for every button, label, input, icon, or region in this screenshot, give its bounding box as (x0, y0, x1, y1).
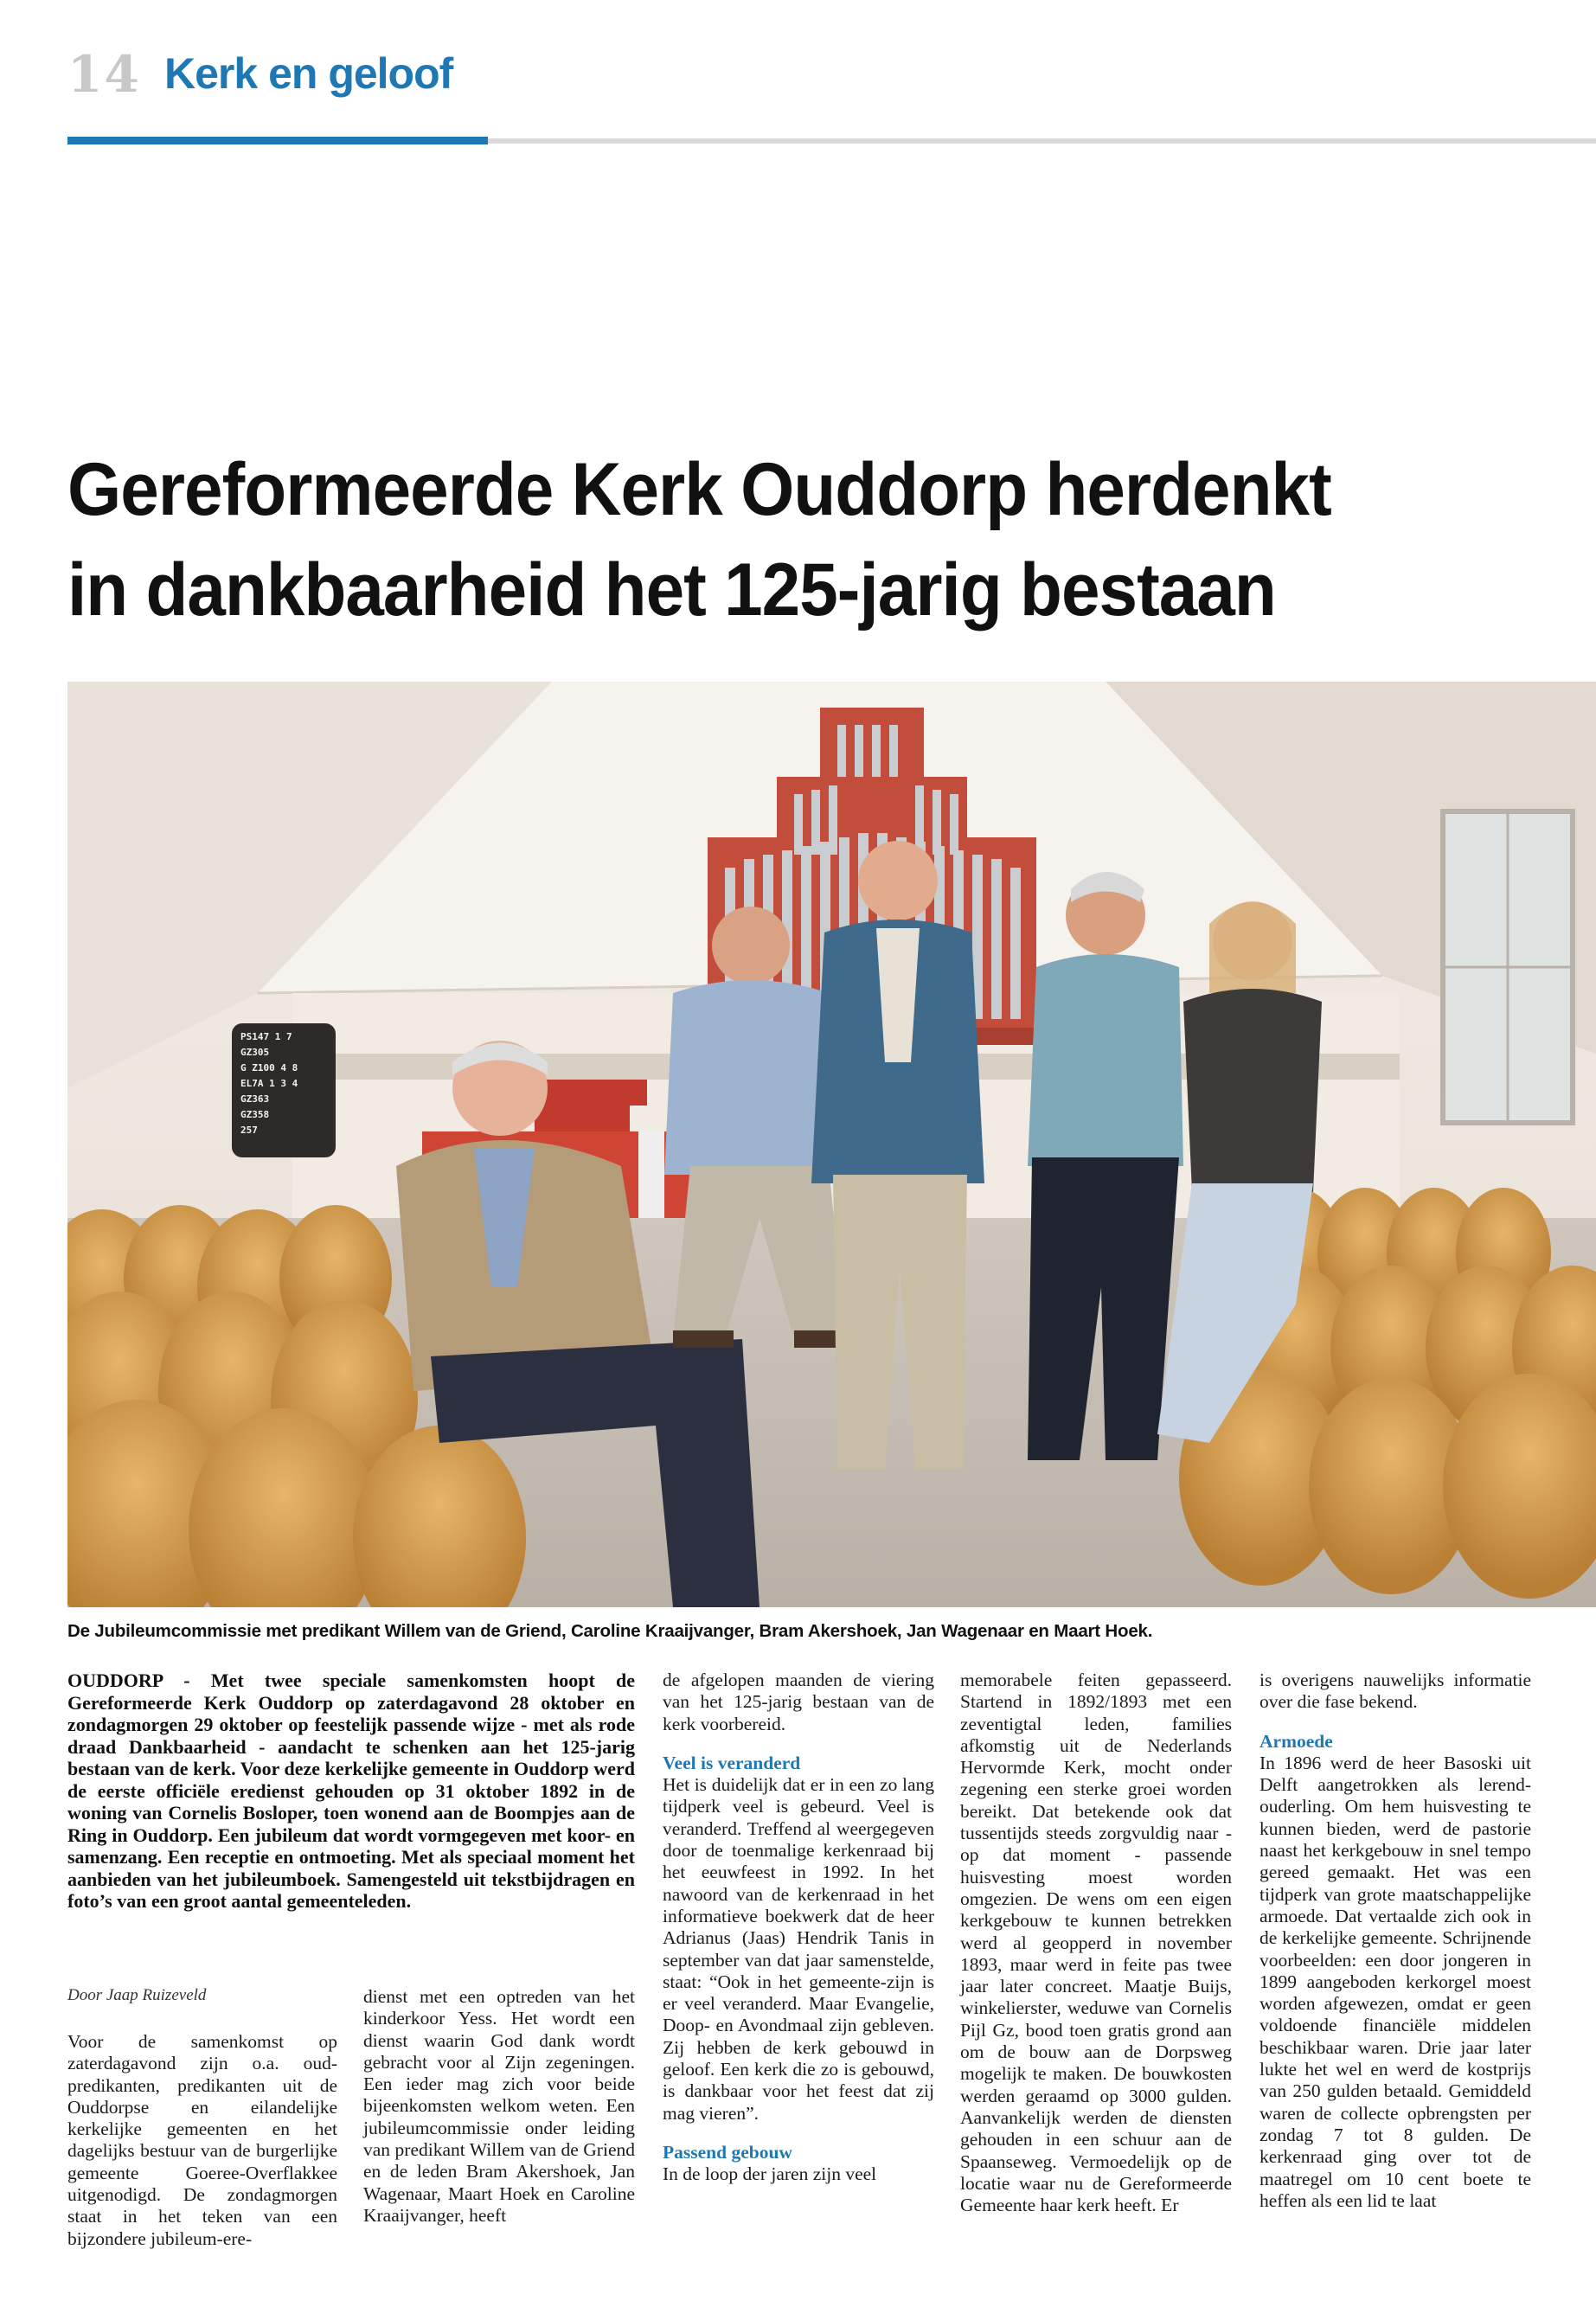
body-paragraph: memorabele feiten gepasseerd. Startend in 1892/1893 met een zeventigtal leden, families afkomstig uit de Nederlands Hervormde Kerk, mocht onder zegening een sterke groei worden bereikt. Dat betekende ook dat tussentijds steeds zorgvuldig naar - op dat moment - passende huisvesting moest worden omgezien. De wens om een eigen kerkgebouw te kunnen betrekken werd al geopperd in november 1893, maar werd in feite pas twee jaar later concreet. Maatje Buijs, winkelierster, weduwe van Cornelis Pijl Gz, bood toen gratis grond aan om de bouw aan de Dorpsweg mogelijk te maken. De bouwkosten werden geraamd op 3000 gulden. Aanvankelijk werden de diensten gehouden in een schuur aan de Spaanseweg. Vermoedelijk op de locatie waar nu de Gereformeerde Gemeente haar kerk heeft. Er (960, 1670, 1232, 2216)
hymn-board-line: G Z100 4 8 (240, 1062, 298, 1074)
page-number: 14 (67, 45, 141, 104)
subheading: Veel is veranderd (663, 1752, 801, 1773)
byline: Door Jaap Ruizeveld (67, 1986, 207, 2004)
hymn-board-line: GZ305 (240, 1047, 270, 1058)
headline-line-2: in dankbaarheid het 125-jarig bestaan (67, 548, 1276, 631)
headline-line-1: Gereformeerde Kerk Ouddorp herdenkt (67, 448, 1331, 531)
lead-paragraph: OUDDORP - Met twee speciale samenkomsten hoopt de Gereformeerde Kerk Ouddorp op zaterdagavond 28 oktober en zondagmorgen 29 oktober op feestelijk passende wijze - met als rode draad Dankbaarheid - aandacht te schenken aan het 125-jarig bestaan van de kerk. Voor deze kerkelijke gemeente in Ouddorp werd de eerste officiële eredienst gehouden op 31 oktober 1892 in de woning van Cornelis Bosloper, toen wonend aan de Boompjes aan de Ring in Ouddorp. Een jubileum dat wordt vormgegeven met koor- en samenzang. Een receptie en ontmoeting. Met als speciaal moment het aanbieden van het jubileumboek. Samengesteld uit tekstbijdragen en foto’s van een groot aantal gemeenteleden. (67, 1670, 635, 1912)
body-paragraph: Het is duidelijk dat er in een zo lang tijdperk veel is gebeurd. Veel is veranderd. Treffend al weergegeven door de toenmalige kerkenraad bij het eeuwfeest in 1992. In het nawoord van de kerkenraad in het informatieve boekwerk dat de heer Adrianus (Jaas) Hendrik Tanis in september van dat jaar samenstelde, staat: “Ook in het gemeente-zijn is er veel veranderd. Maar Evangelie, Doop- en Avondmaal zijn gebleven. Zij hebben de kerk gebouwd in geloof. Een kerk die zo is gebouwd, is dankbaar voor het feest dat zij mag vieren”. (663, 1774, 934, 2124)
header-accent-rule (67, 137, 488, 144)
body-paragraph: In de loop der jaren zijn veel (663, 2163, 877, 2185)
body-paragraph: de afgelopen maanden de viering van het 125-jarig bestaan van de kerk voorbereid. (663, 1670, 934, 1734)
body-column-2 (363, 1986, 635, 2227)
body-column-1 (67, 2031, 337, 2250)
hymn-board-line: PS147 1 7 (240, 1031, 292, 1042)
body-paragraph: In 1896 werd de heer Basoski uit Delft aangetrokken als lerend-ouderling. Om hem huisvesting te kunnen bieden, werd de pastorie naast het kerkgebouw in snel tempo gereed gemaakt. Het was een tijdperk van grote maatschappelijke armoede. Dat vertaalde zich ook in de kerkelijke gemeente. Schrijnende voorbeelden: een door jongeren in 1899 aangeboden kerkorgel moest worden afgewezen, omdat er geen voldoende financiële middelen beschikbaar waren. Drie jaar later lukte het wel en werd de kostprijs van 250 gulden betaald. Gemiddeld waren de collecte opbrengsten per zondag 7 tot 8 gulden. De kerkenraad ging over tot de maatregel om 10 cent boete te heffen als een lid te laat (1259, 1752, 1531, 2211)
body-column-4 (960, 1670, 1232, 2216)
church-interior-photo (67, 682, 1596, 1607)
hymn-board-line: GZ358 (240, 1109, 270, 1120)
subheading: Passend gebouw (663, 2141, 792, 2163)
hymn-board-line: 257 (240, 1125, 258, 1136)
body-paragraph: Voor de samenkomst op zaterdagavond zijn o.a. oud-predikanten, predikanten uit de Ouddorpse en eilandelijke kerkelijke gemeenten en het dagelijks bestuur van de burgerlijke gemeente Goeree-Overflakkee uitgenodigd. De zondagmorgen staat in het teken van een bijzondere jubileum-ere- (67, 2031, 337, 2249)
subheading: Armoede (1259, 1730, 1333, 1752)
photo-caption: De Jubileumcommissie met predikant Willem van de Griend, Caroline Kraaijvanger, Bram Akershoek, Jan Wagenaar en Maart Hoek. (67, 1621, 1153, 1641)
headline (67, 439, 1452, 640)
body-column-3 (663, 1670, 934, 2186)
hymn-board-line: GZ363 (240, 1093, 270, 1105)
body-paragraph: dienst met een optreden van het kinderkoor Yess. Het wordt een dienst waarin God dank wordt gebracht voor al Zijn zegeningen. Een ieder mag zich voor beide bijeenkomsten welkom weten. Een jubileumcommissie onder leiding van predikant Willem van de Griend en de leden Bram Akershoek, Jan Wagenaar, Maart Hoek en Caroline Kraaijvanger, heeft (363, 1986, 635, 2226)
body-paragraph: is overigens nauwelijks informatie over die fase bekend. (1259, 1670, 1531, 1713)
hymn-board-line: EL7A 1 3 4 (240, 1078, 298, 1089)
body-column-5 (1259, 1670, 1531, 2212)
section-title: Kerk en geloof (164, 49, 453, 98)
